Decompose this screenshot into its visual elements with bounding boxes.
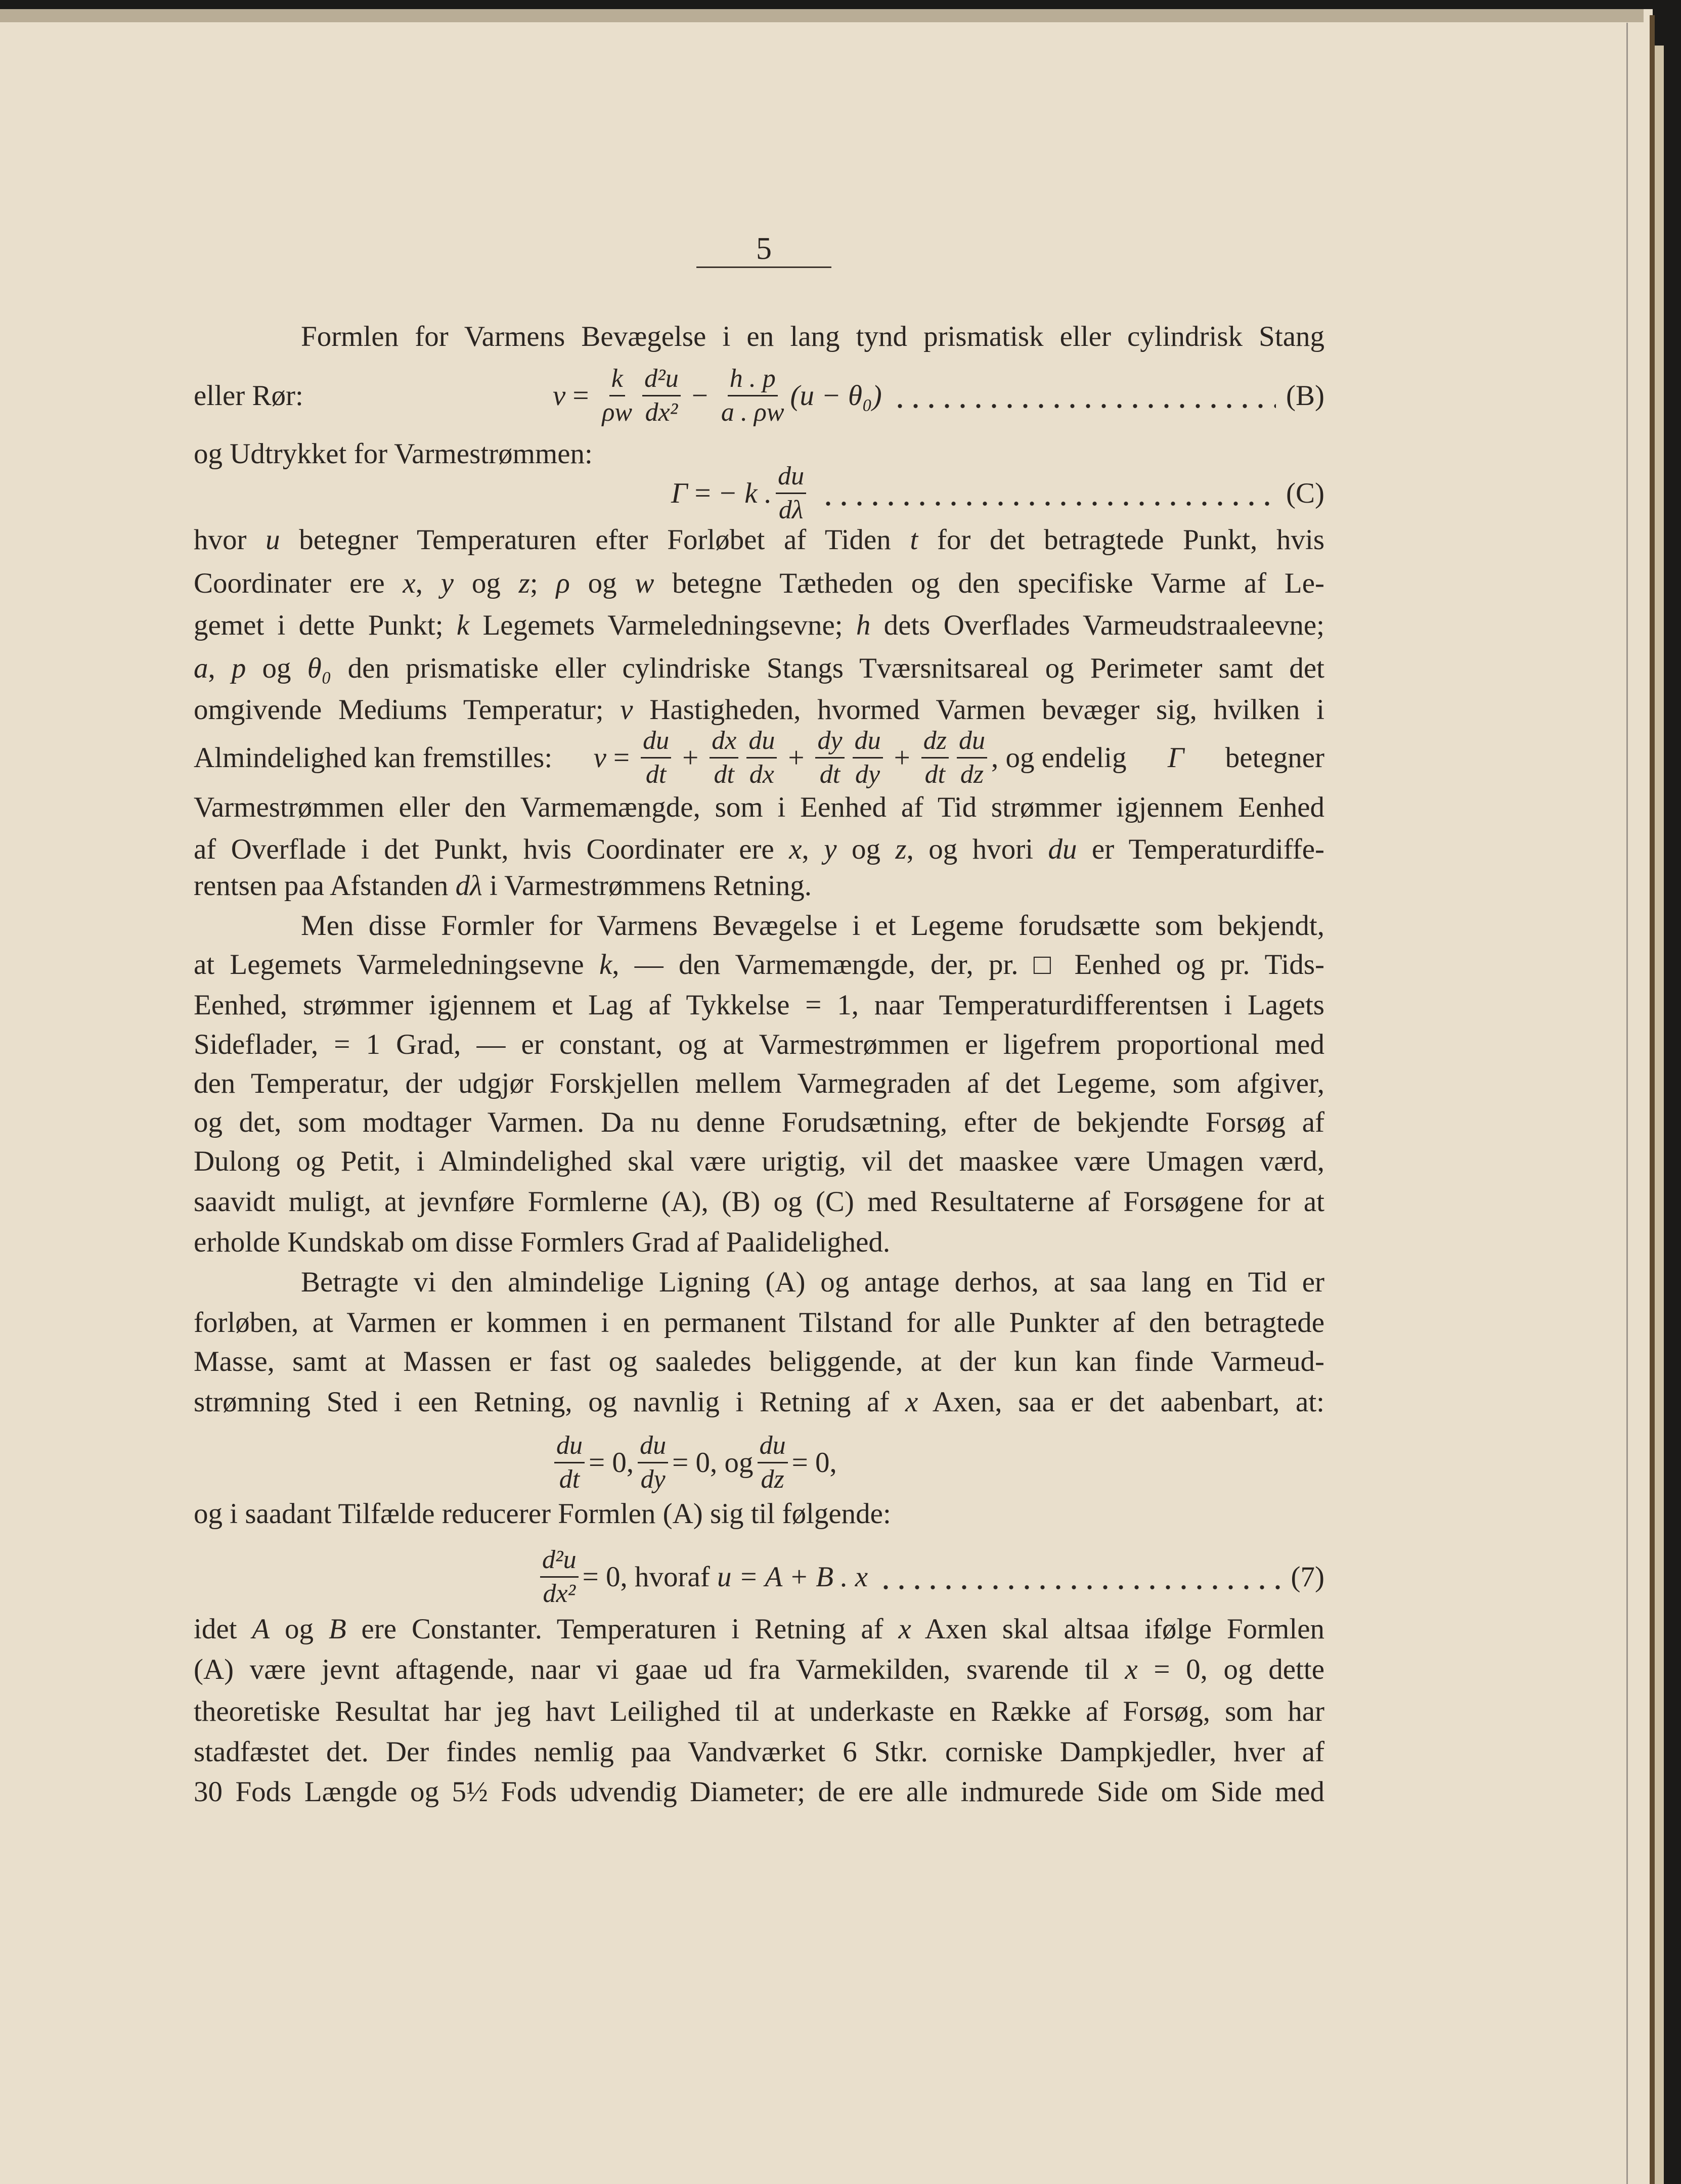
text-line: [194, 1609, 1324, 1650]
text-line: [194, 945, 1324, 985]
text-line: [194, 1222, 1324, 1263]
page-number-rule: [696, 266, 831, 268]
text-segment: og: [270, 1613, 329, 1645]
numerator: dy: [815, 725, 844, 759]
text-line: [194, 1732, 1324, 1772]
formula-op: +: [682, 741, 699, 774]
formula-lead: eller Rør:: [194, 379, 303, 412]
text-line: [194, 1024, 1324, 1065]
fraction: [853, 725, 883, 791]
formula-op: −: [691, 379, 708, 412]
math-variable: x: [898, 1613, 911, 1645]
fraction: [710, 725, 738, 791]
denominator: dt: [714, 760, 734, 789]
page-stack-edge: [1655, 46, 1664, 2184]
fraction: [921, 725, 949, 791]
text-line: [194, 1303, 1324, 1343]
math-variable: z: [518, 567, 530, 599]
math-variable: p: [231, 652, 246, 684]
text-segment: Eenhed, strømmer igjennem et Lag af Tykkelse = 1, naar Temperaturdifferentsen i Lagets: [194, 989, 1324, 1021]
text-segment: strømning Sted i een Retning, og navnlig i Retning af: [194, 1386, 905, 1418]
text-segment: den Temperatur, der udgjør Forskjellen mellem Varmegraden af det Legeme, som afgiver,: [194, 1067, 1324, 1099]
fraction: [641, 725, 671, 791]
text-segment: gemet i dette Punkt;: [194, 609, 457, 641]
text-segment: dets Overflades Varmeudstraaleevne;: [870, 609, 1324, 641]
fraction: [957, 725, 987, 791]
denominator: dz: [960, 760, 984, 789]
text-line: [194, 1772, 1324, 1812]
denominator: dz: [761, 1464, 784, 1494]
denominator: dx²: [543, 1579, 576, 1608]
numerator: du: [554, 1430, 585, 1463]
math-variable: B: [328, 1613, 346, 1645]
text-segment: hvor: [194, 524, 266, 556]
text-segment: (A) være jevnt aftagende, naar vi gaae ud fra Varmekilden, svarende til: [194, 1654, 1125, 1685]
math-variable: θ₀: [307, 652, 332, 684]
binding-strip: [1650, 15, 1655, 2184]
formula-text: = 0,: [589, 1446, 634, 1479]
fraction: [540, 1544, 579, 1610]
text-line: [194, 1650, 1324, 1690]
text-line: [194, 1063, 1324, 1104]
text-segment: Coordinater ere: [194, 567, 403, 599]
formula-term: − k .: [718, 477, 772, 509]
text-segment: ere Constanter. Temperaturen i Retning af: [346, 1613, 899, 1645]
formula-text: = 0, hvoraf: [582, 1561, 710, 1593]
text-line: [194, 906, 1324, 946]
text-segment: ,: [802, 833, 824, 865]
fraction: [815, 725, 844, 791]
math-variable: y: [824, 833, 837, 865]
text-line: [194, 829, 1324, 870]
text-line: [194, 985, 1324, 1026]
equation-tag: (B): [1286, 379, 1324, 412]
text-segment: erholde Kundskab om disse Formlers Grad af Paalidelighed.: [194, 1226, 891, 1258]
math-variable: x: [1125, 1654, 1138, 1685]
formula-text: = 0,: [791, 1446, 837, 1479]
text-segment: Sideflader, = 1 Grad, — er constant, og at Varmestrømmen er ligefrem proportional med: [194, 1029, 1324, 1060]
math-variable: z: [895, 833, 907, 865]
text-segment: idet: [194, 1613, 252, 1645]
text-segment: theoretiske Resultat har jeg havt Leilighed til at underkaste en Række af Forsøg, som har: [194, 1696, 1324, 1727]
text-segment: ,: [415, 567, 441, 599]
denominator: dt: [924, 760, 946, 789]
math-variable: h: [856, 609, 871, 641]
text-segment: 30 Fods Længde og 5½ Fods udvendig Diameter; de ere alle indmurede Side om Side med: [194, 1776, 1324, 1808]
formula-text: = 0, og: [672, 1446, 754, 1479]
page-top-edge: [0, 9, 1644, 22]
text-line: [194, 648, 1324, 689]
text-line: [194, 1691, 1324, 1732]
formula-op: +: [788, 741, 805, 774]
numerator: h . p: [728, 363, 778, 396]
text-segment: Men disse Formler for Varmens Bevægelse i et Legeme forudsætte som bekjendt,: [301, 910, 1324, 942]
math-variable: v: [620, 694, 633, 726]
text-segment: Hastigheden, hvormed Varmen bevæger sig, hvilken i: [633, 694, 1324, 726]
math-variable: k: [599, 949, 612, 980]
math-variable: dλ: [455, 870, 482, 902]
math-variable: A: [252, 1613, 270, 1645]
formula-text: betegner: [1225, 741, 1324, 774]
fraction: [776, 460, 806, 526]
denominator: dx: [749, 760, 774, 789]
formula-op: =: [613, 741, 630, 774]
numerator: d²u: [642, 363, 681, 396]
text-segment: og: [246, 652, 307, 684]
text-segment: ;: [529, 567, 556, 599]
math-variable: x: [403, 567, 416, 599]
denominator: dt: [645, 760, 667, 789]
formula-op: =: [694, 477, 711, 509]
text-segment: Betragte vi den almindelige Ligning (A) og antage derhos, at saa lang en Tid er: [301, 1266, 1324, 1298]
fraction: [642, 363, 681, 429]
text-line: [194, 1382, 1324, 1422]
text-segment: at Legemets Varmeledningsevne: [194, 949, 599, 980]
page-fold-line: [1626, 23, 1628, 2184]
formula-text: , og endelig: [991, 741, 1127, 774]
numerator: du: [638, 1430, 668, 1463]
numerator: dx: [710, 725, 738, 759]
text-segment: forløben, at Varmen er kommen i en permanent Tilstand for alle Punkter af den betragtede: [194, 1307, 1324, 1339]
fraction: [600, 363, 634, 429]
text-segment: i Varmestrømmens Retning.: [482, 870, 812, 902]
math-variable: du: [1048, 833, 1077, 865]
denominator: dy: [855, 760, 880, 789]
text-segment: for det betragtede Punkt, hvis: [918, 524, 1324, 556]
page-number: 5: [756, 232, 772, 266]
text-segment: og: [454, 567, 519, 599]
formula-op: =: [572, 379, 589, 412]
dot-leader: [820, 478, 1276, 508]
numerator: du: [641, 725, 671, 759]
text-line: [194, 563, 1324, 604]
formula-term: (u − θ₀): [790, 379, 882, 412]
numerator: d²u: [540, 1544, 579, 1578]
math-variable: x: [905, 1386, 918, 1418]
text-segment: , — den Varmemængde, der, pr. □ Eenhed og pr. Tids-: [612, 949, 1324, 980]
text-line: [194, 1102, 1324, 1143]
text-line: [194, 1494, 1324, 1534]
denominator: dt: [559, 1464, 580, 1494]
equation-tag: (C): [1286, 477, 1324, 509]
math-variable: a: [194, 652, 208, 684]
text-segment: Axen, saa er det aabenbart, at:: [918, 1386, 1324, 1418]
text-segment: stadfæstet det. Der findes nemlig paa Vandværket 6 Stkr. corniske Dampkjedler, hver af: [194, 1736, 1324, 1768]
numerator: du: [776, 460, 806, 494]
denominator: a . ρw: [721, 397, 784, 427]
fraction: [758, 1430, 788, 1496]
denominator: dt: [819, 760, 841, 789]
text-segment: , og hvori: [906, 833, 1048, 865]
formula-7: [194, 1531, 1324, 1622]
dot-leader: [892, 380, 1276, 411]
text-line: [194, 1182, 1324, 1222]
formula-op: +: [894, 741, 910, 774]
text-segment: Formlen for Varmens Bevægelse i en lang tynd prismatisk eller cylindrisk Stang: [301, 321, 1324, 352]
formula-var: v: [593, 741, 606, 774]
formula-var: Γ: [671, 477, 688, 509]
text-segment: og det, som modtager Varmen. Da nu denne Forudsætning, efter de bekjendte Forsøg af: [194, 1106, 1324, 1138]
formula-b: [194, 350, 1324, 441]
fraction: [554, 1430, 585, 1496]
text-line: [194, 787, 1324, 828]
denominator: dx²: [645, 397, 678, 427]
text-segment: betegner Temperaturen efter Forløbet af Tiden: [280, 524, 910, 556]
numerator: du: [853, 725, 883, 759]
denominator: dy: [640, 1464, 666, 1494]
formula-lead: Almindelighed kan fremstilles:: [194, 741, 553, 774]
math-variable: t: [910, 524, 918, 556]
dot-leader: [878, 1562, 1280, 1592]
text-line: [194, 866, 1324, 906]
text-line: [194, 520, 1324, 560]
fraction: [746, 725, 777, 791]
text-segment: og: [569, 567, 635, 599]
text-segment: Axen skal altsaa ifølge Formlen: [911, 1613, 1324, 1645]
text-segment: og Udtrykket for Varmestrømmen:: [194, 438, 593, 470]
math-variable: ρ: [556, 567, 570, 599]
fraction: [638, 1430, 668, 1496]
numerator: k: [609, 363, 625, 396]
formula-var: v: [553, 379, 566, 412]
math-variable: w: [635, 567, 654, 599]
math-variable: y: [440, 567, 454, 599]
text-segment: rentsen paa Afstanden: [194, 870, 456, 902]
equation-tag: (7): [1291, 1561, 1324, 1593]
denominator: ρw: [602, 397, 633, 427]
text-line: [194, 605, 1324, 646]
text-line: [194, 1342, 1324, 1382]
formula-var: Γ: [1167, 741, 1184, 774]
text-segment: saavidt muligt, at jevnføre Formlerne (A), (B) og (C) med Resultaterne af Forsøgene for at: [194, 1186, 1324, 1218]
text-segment: er Temperaturdiffe-: [1077, 833, 1325, 865]
numerator: du: [957, 725, 987, 759]
text-segment: Dulong og Petit, i Almindelighed skal være urigtig, vil det maaskee være Umagen værd,: [194, 1145, 1324, 1177]
numerator: du: [758, 1430, 788, 1463]
numerator: dz: [921, 725, 949, 759]
math-variable: u: [266, 524, 280, 556]
text-segment: den prismatiske eller cylindriske Stangs Tværsnitsareal og Perimeter samt det: [331, 652, 1325, 684]
fraction: [719, 363, 786, 429]
text-segment: og i saadant Tilfælde reducerer Formlen (A) sig til følgende:: [194, 1498, 891, 1530]
text-line: [194, 1262, 1324, 1303]
text-segment: ,: [208, 652, 232, 684]
text-line: [194, 1141, 1324, 1182]
text-segment: af Overflade i det Punkt, hvis Coordinater ere: [194, 833, 789, 865]
denominator: dλ: [778, 495, 804, 524]
math-variable: x: [789, 833, 802, 865]
text-segment: Legemets Varmeledningsevne;: [469, 609, 856, 641]
text-segment: Varmestrømmen eller den Varmemængde, som i Eenhed af Tid strømmer igjennem Eenhed: [194, 791, 1324, 823]
formula-body: [594, 725, 1127, 791]
text-segment: og: [836, 833, 896, 865]
text-segment: omgivende Mediums Temperatur;: [194, 694, 621, 726]
text-segment: betegne Tætheden og den specifiske Varme af Le-: [654, 567, 1325, 599]
formula-term: u = A + B . x: [717, 1561, 868, 1593]
math-variable: k: [456, 609, 470, 641]
text-segment: Masse, samt at Massen er fast og saaledes beliggende, at der kun kan finde Varmeud-: [194, 1346, 1324, 1377]
text-segment: = 0, og dette: [1137, 1654, 1324, 1685]
numerator: du: [746, 725, 777, 759]
